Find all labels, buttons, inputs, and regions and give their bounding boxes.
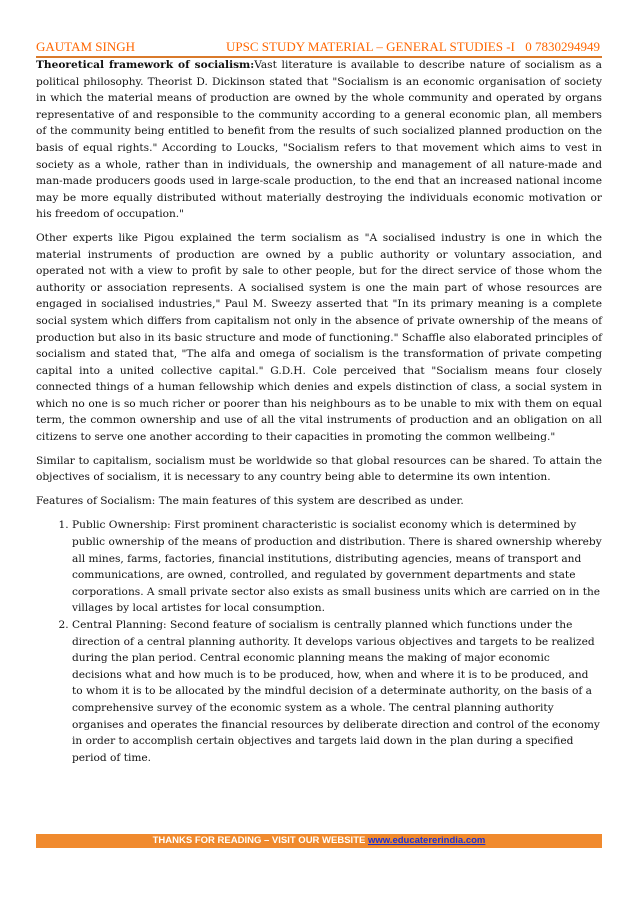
section-heading: Theoretical framework of socialism: — [36, 59, 255, 71]
paragraph-pigou: Other experts like Pigou explained the term socialism as "A socialised industry is one in which the material instruments of production are owned by a public authority or voluntary association, and operated not with a view to profit by sale to other people, but for the direct service of those whom the authority or association represents. A socialised system is one the main part of whose resources are engaged in socialised industries," Paul M. Sweezy asserted that "In its primary meaning is a complete social system which differs from capitalism not only in the absence of private ownership of the means of production but also in its basic structure and mode of functioning." Schaffle also elaborated principles of socialism and stated that, "The alfa and omega of socialism is the transformation of private competing capital into a united collective capital." G.D.H. Cole perceived that "Socialism means four closely connected things of a human fellowship which denies and expels distinction of class, a social system in which no one is so much richer or poorer than his neighbours as to be unable to mix with them on equal term, the common ownership and use of all the vital instruments of production and an obligation on all citizens to serve one another according to their capacities in promoting the common wellbeing." — [36, 231, 602, 444]
list-item: 1. Public Ownership: First prominent characteristic is socialist economy which is determined by public ownership of the means of production and distribution. There is shared ownership whereby all mines, farms, factories, financial institutions, distributing agencies, means of transport and communications, are owned, controlled, and regulated by government departments and state corporations. A small private sector also exists as small business units which are carried on in the villages by local artistes for local consumption. — [72, 517, 602, 617]
footer-text: THANKS FOR READING – VISIT OUR WEBSITE — [152, 835, 368, 846]
features-intro: Features of Socialism: The main features of this system are described as under. — [36, 494, 464, 507]
page-header — [36, 38, 602, 58]
document-body — [36, 57, 602, 766]
list-item: 2. Central Planning: Second feature of socialism is centrally planned which functions under the direction of a central planning authority. It develops various objectives and targets to be realized during the plan period. Central economic planning means the making of major economic decisions what and how much is to be produced, how, when and where it is to be produced, and to whom it is to be allocated by the mindful decision of a determinate authority, on the basis of a comprehensive survey of the economic system as a whole. The central planning authority organises and operates the financial resources by deliberate direction and control of the economy in order to accomplish certain objectives and targets laid down in the plan during a specified period of time. — [72, 617, 602, 766]
page-footer — [36, 834, 602, 848]
paragraph-text: Vast literature is available to describe nature of socialism as a political philosophy. Theorist D. Dickinson stated that "Socialism is an economic organisation of society in which the material means of production are owned by the whole community and operated by organs representative of and responsible to the community according to a general economic plan, all members of the community being entitled to benefit from the results of such socialized planned production on the basis of equal rights." According to Loucks, "Socialism refers to that movement which aims to vest in society as a whole, rather than in individuals, the ownership and management of all nature-made and man-made producers goods used in large-scale production, to the end that an increased national income may be more equally distributed without materially destroying the individuals economic motivation or his freedom of occupation." — [36, 59, 603, 221]
header-author: GAUTAM SINGH — [36, 39, 135, 54]
header-phone: 0 7830294949 — [525, 39, 600, 54]
header-title: UPSC STUDY MATERIAL – GENERAL STUDIES -I — [226, 39, 515, 54]
features-list — [36, 517, 602, 766]
paragraph-theoretical-framework — [36, 57, 602, 223]
website-link[interactable]: www.educatererindia.com — [367, 835, 486, 846]
paragraph-worldwide: Similar to capitalism, socialism must be worldwide so that global resources can be shared. To attain the objectives of socialism, it is necessary to any country being able to determine its own intention. — [36, 454, 602, 484]
